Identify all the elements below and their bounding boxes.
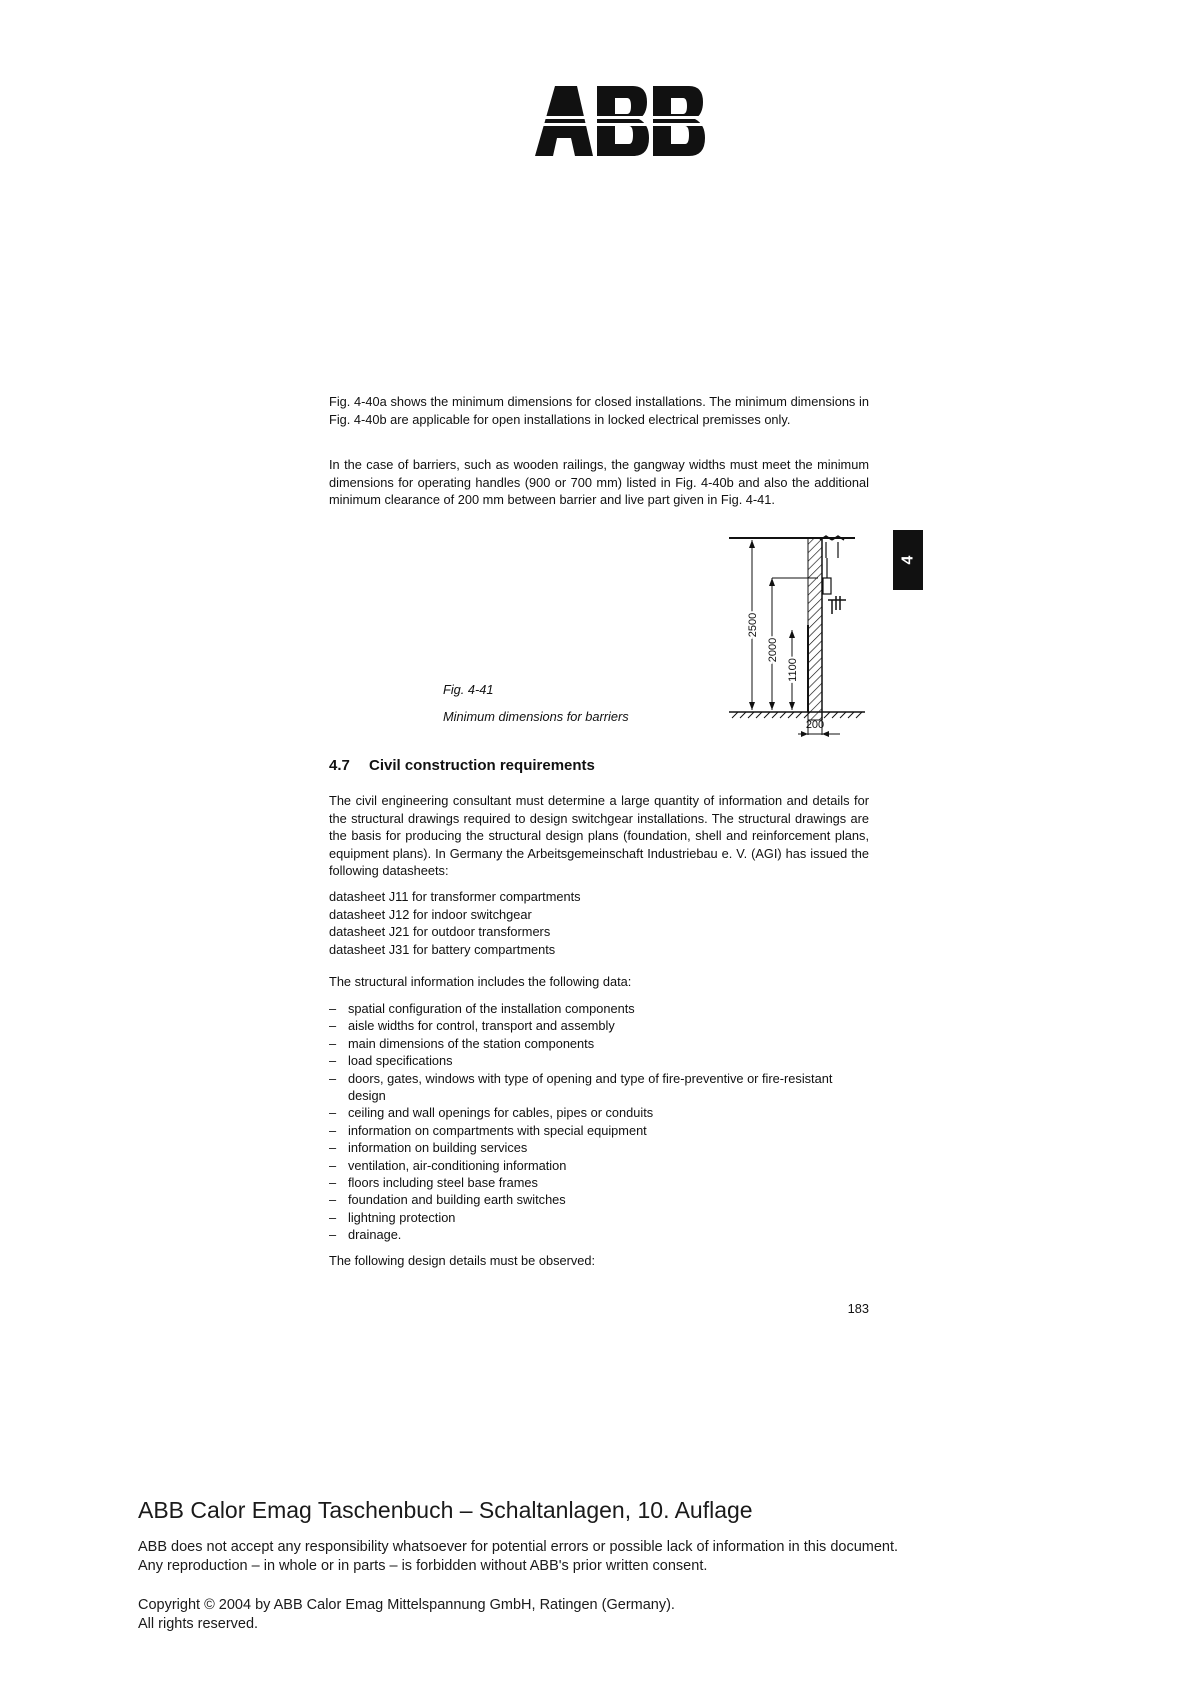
list-dash: – (329, 1035, 337, 1051)
intro-paragraph-2: In the case of barriers, such as wooden railings, the gangway widths must meet the minimum dimensions for operating handles (900 or 700 mm) listed in Fig. 4-40b and also the additional minimum clearance of 200 mm between barrier and live part given in Fig. 4-41. (329, 457, 869, 508)
list-dash: – (329, 1175, 337, 1191)
list-item: – doors, gates, windows with type of opening and type of fire-preventive or fire-resistant design (329, 1070, 833, 1104)
disclaimer-line-1: ABB does not accept any responsibility whatsoever for potential errors or possible lack of information in this document. (138, 1539, 899, 1555)
figure-label: Fig. 4-41 (443, 682, 494, 697)
list-item: – main dimensions of the station components (329, 1035, 595, 1051)
list-item: datasheet J21 for outdoor transformers (329, 924, 551, 939)
list-item: – information on compartments with special equipment (329, 1122, 647, 1138)
footer-title: ABB Calor Emag Taschenbuch – Schaltanlagen, 10. Auflage (138, 1497, 753, 1523)
abb-logo (535, 86, 715, 156)
copyright-line-1: Copyright © 2004 by ABB Calor Emag Mittelspannung GmbH, Ratingen (Germany). (138, 1597, 675, 1613)
list-dash: – (329, 1122, 337, 1138)
list-item: datasheet J31 for battery compartments (329, 941, 556, 957)
list-item: – drainage. (329, 1227, 402, 1243)
list-dash: – (329, 1001, 337, 1016)
dim-label-200: 200 (805, 719, 825, 731)
intro-paragraph-1: Fig. 4-40a shows the minimum dimensions for closed installations. The minimum dimensions in Fig. 4-40b are applicable for open installations in locked electrical premisses only. (329, 394, 869, 427)
list-dash: – (329, 1105, 337, 1121)
list-item: – ceiling and wall openings for cables, pipes or conduits (329, 1105, 654, 1121)
list-item: – aisle widths for control, transport and assembly (329, 1018, 615, 1034)
page-number: 183 (847, 1301, 869, 1316)
list-item: datasheet J11 for transformer compartments (329, 889, 581, 904)
barrier-figure (720, 530, 880, 750)
dim-label-1100: 1100 (787, 658, 799, 682)
list-dash: – (329, 1018, 337, 1034)
list-dash: – (329, 1140, 337, 1156)
structural-list (329, 1000, 869, 1244)
chapter-tab-number: 4 (899, 555, 916, 565)
list-item: – ventilation, air-conditioning information (329, 1157, 567, 1173)
list-dash: – (329, 1192, 337, 1208)
section-title: Civil construction requirements (369, 757, 595, 774)
section-heading (329, 757, 595, 774)
structural-intro: The structural information includes the following data: (329, 974, 632, 989)
list-item: – floors including steel base frames (329, 1175, 538, 1191)
dim-label-2500: 2500 (747, 612, 759, 638)
list-dash: – (329, 1227, 337, 1243)
list-item: – lightning protection (329, 1209, 456, 1225)
list-item: – information on building services (329, 1140, 528, 1156)
figure-caption: Minimum dimensions for barriers (443, 709, 629, 724)
chapter-tab (893, 530, 923, 590)
datasheet-list (329, 888, 581, 958)
list-dash: – (329, 1209, 337, 1225)
disclaimer-line-2: Any reproduction – in whole or in parts – is forbidden without ABB's prior written consent. (138, 1558, 708, 1574)
copyright-line-2: All rights reserved. (138, 1616, 259, 1632)
list-item: – load specifications (329, 1053, 453, 1069)
list-item: – spatial configuration of the installation components (329, 1001, 635, 1016)
list-item: datasheet J12 for indoor switchgear (329, 906, 532, 922)
list-dash: – (329, 1157, 337, 1173)
closing-line: The following design details must be observed: (329, 1253, 596, 1268)
civil-paragraph: The civil engineering consultant must determine a large quantity of information and details for the structural drawings required to design switchgear installations. The structural drawings are the basis for producing the structural design plans (foundation, shell and reinforcement plans, equipment plans). In Germany the Arbeitsgemeinschaft Industriebau e. V. (AGI) has issued the following datasheets: (329, 793, 869, 879)
list-dash: – (329, 1053, 337, 1069)
section-number: 4.7 (329, 757, 350, 774)
list-item: – foundation and building earth switches (329, 1192, 566, 1208)
dim-label-2000: 2000 (767, 637, 779, 663)
list-dash: – (329, 1070, 337, 1086)
